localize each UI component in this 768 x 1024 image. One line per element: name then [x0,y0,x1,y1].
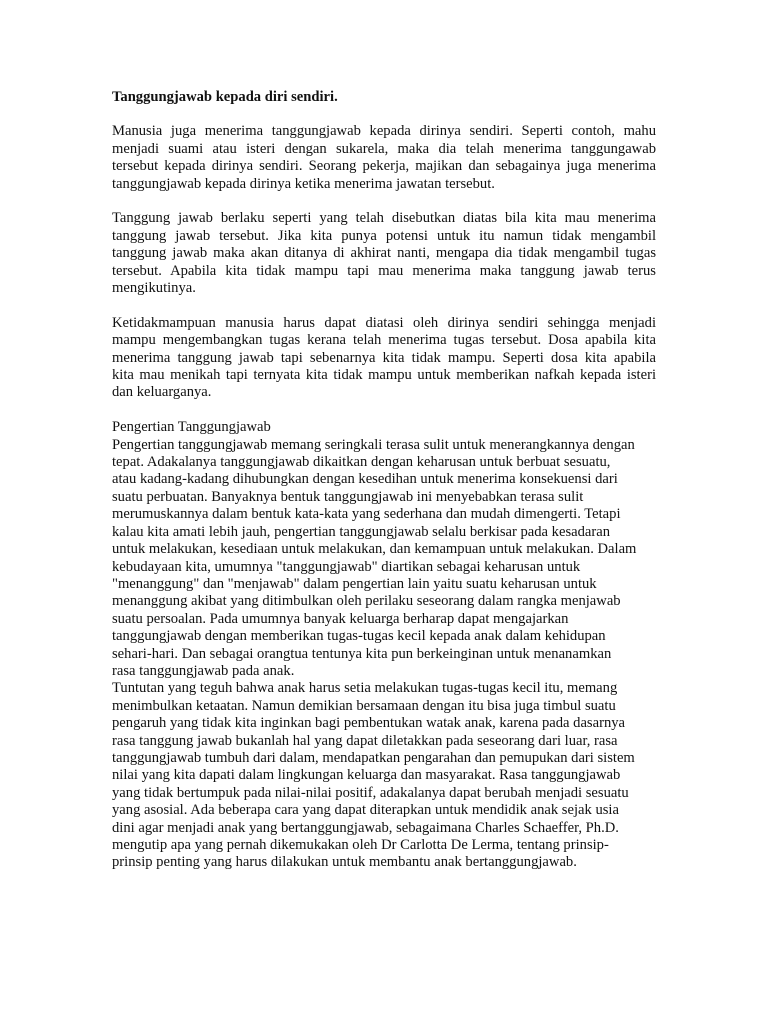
text-line: Tuntutan yang teguh bahwa anak harus setia melakukan tugas-tugas kecil itu, memang [112,680,618,697]
text-line: tanggung jawab maka akan ditanya di akhirat nanti, mengapa dia tidak mengambil tugas [112,245,656,262]
text-line: Manusia juga menerima tanggungjawab kepada dirinya sendiri. Seperti contoh, mahu [112,123,656,140]
document-title: Tanggungjawab kepada diri sendiri. [112,89,338,105]
text-line: Ketidakmampuan manusia harus dapat diatasi oleh dirinya sendiri sehingga menjadi [112,314,656,331]
text-line: menerima tanggung jawab tapi sebenarnya kita tidak mampu. Seperti dosa kita apabila [112,349,656,366]
section-pengertian [112,419,656,872]
text-line: mampu mengembangkan tugas kerana telah menerima tugas tersebut. Dosa apabila kita [112,332,656,349]
text-line: yang asosial. Ada beberapa cara yang dapat diterapkan untuk mendidik anak sejak usia [112,802,619,819]
text-line: mengikutinya. [112,280,196,297]
paragraph-3 [112,315,656,402]
text-line: "menanggung" dan "menjawab" dalam pengertian lain yaitu suatu keharusan untuk [112,575,597,592]
text-line: sehari-hari. Dan sebagai orangtua tentunya kita pun berkeinginan untuk menanamkan [112,645,612,662]
text-line: kalau kita amati lebih jauh, pengertian tanggungjawab selalu berkisar pada kesadaran [112,523,611,540]
text-line: merumuskannya dalam bentuk kata-kata yang sederhana dan mudah dimengerti. Tetapi [112,506,621,523]
section-heading: Pengertian Tanggungjawab [112,419,271,436]
text-line: tersebut kepada dirinya sendiri. Seorang pekerja, majikan dan sebagainya juga menerima [112,158,656,175]
text-line: dini agar menjadi anak yang bertanggungjawab, sebagaimana Charles Schaeffer, Ph.D. [112,819,619,836]
text-line: Pengertian tanggungjawab memang seringkali terasa sulit untuk menerangkannya dengan [112,436,635,453]
text-line: untuk melakukan, kesediaan untuk melakukan, dan kemampuan untuk melakukan. Dalam [112,541,637,558]
text-line: menanggung akibat yang ditimbulkan oleh perilaku seseorang dalam rangka menjawab [112,593,621,610]
text-line: Tanggung jawab berlaku seperti yang telah disebutkan diatas bila kita mau menerima [112,210,656,227]
text-line: rasa tanggungjawab pada anak. [112,662,295,679]
text-line: suatu persoalan. Pada umumnya banyak keluarga berharap dapat mengajarkan [112,610,569,627]
text-line: pengaruh yang tidak kita inginkan bagi pembentukan watak anak, karena pada dasarnya [112,715,626,732]
text-line: tanggungjawab tumbuh dari dalam, mendapatkan pengarahan dan pemupukan dari sistem [112,749,635,766]
text-line: menjadi suami atau isteri dengan sukarela, maka dia telah menerima tanggungawab [112,140,656,157]
text-line: prinsip penting yang harus dilakukan untuk membantu anak bertanggungjawab. [112,854,577,871]
text-line: kebudayaan kita, umumnya "tanggungjawab" diartikan sebagai keharusan untuk [112,558,581,575]
text-line: kita mau menikah tapi ternyata kita tidak mampu untuk memberikan nafkah kepada isteri [112,367,656,384]
text-line: nilai yang kita dapati dalam lingkungan keluarga dan masyarakat. Rasa tanggungjawab [112,767,621,784]
text-line: tepat. Adakalanya tanggungjawab dikaitkan dengan keharusan untuk berbuat sesuatu, [112,454,611,471]
text-line: menimbulkan ketaatan. Namun demikian bersamaan dengan itu bisa juga timbul suatu [112,697,616,714]
paragraph-1 [112,123,656,193]
text-line: rasa tanggung jawab bukanlah hal yang dapat diletakkan pada seseorang dari luar, rasa [112,732,618,749]
text-line: dan keluarganya. [112,384,212,401]
text-line: atau kadang-kadang dihubungkan dengan kesedihan untuk menerima konsekuensi dari [112,471,618,488]
text-line: tanggungjawab kepada dirinya ketika menerima jawatan tersebut. [112,175,495,192]
text-line: suatu perbuatan. Banyaknya bentuk tanggungjawab ini menyebabkan terasa sulit [112,488,584,505]
paragraph-2 [112,210,656,297]
text-line: mengutip apa yang pernah dikemukakan oleh Dr Carlotta De Lerma, tentang prinsip- [112,837,609,854]
text-line: yang tidak bertumpuk pada nilai-nilai positif, adakalanya dapat berubah menjadi sesuatu [112,784,629,801]
document-page [112,89,656,872]
text-line: tanggungjawab dengan memberikan tugas-tugas kecil kepada anak dalam kehidupan [112,628,606,645]
text-line: tersebut. Apabila kita tidak mampu tapi mau menerima maka tanggung jawab terus [112,262,656,279]
text-line: tanggung jawab tersebut. Jika kita punya potensi untuk itu namun tidak mengambil [112,227,656,244]
